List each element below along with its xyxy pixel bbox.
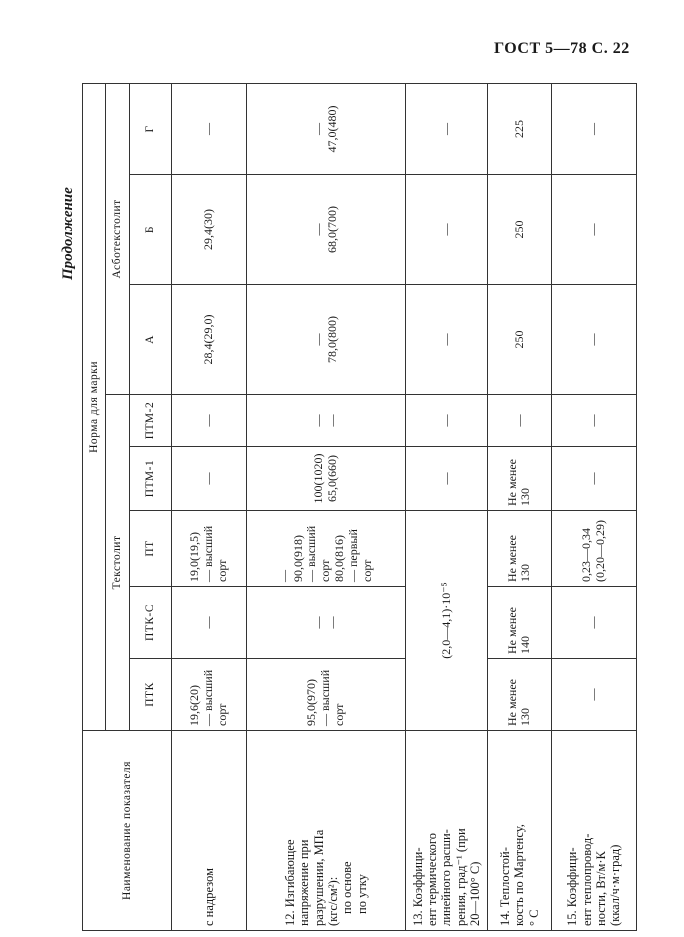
cell-expansion-ptm1: — <box>406 447 488 511</box>
table-row <box>172 83 246 930</box>
cell-notch-b: 29,4(30) <box>172 175 246 285</box>
table-row <box>406 83 488 930</box>
cell-heat-ptm1: Не менее 130 <box>488 447 552 511</box>
header-name-column: Наименование показателя <box>83 731 172 931</box>
col-pt: ПТ <box>129 511 172 587</box>
rotated-table-container <box>82 84 637 931</box>
header-textolit: Текстолит <box>106 395 129 731</box>
cell-heat-pt: Не менее 130 <box>488 511 552 587</box>
col-a: А <box>129 285 172 395</box>
cell-bend-ptm2: — — <box>246 395 406 447</box>
cell-expansion-b: — <box>406 175 488 285</box>
row-label-expansion: 13. Коэффици- ент термического линейного расши- рения, град⁻¹ (при 20—100° С) <box>406 731 488 931</box>
cell-cond-g: — <box>551 83 636 174</box>
cell-cond-ptm2: — <box>551 395 636 447</box>
col-ptm-2: ПТМ-2 <box>129 395 172 447</box>
cell-bend-b: — 68,0(700) <box>246 175 406 285</box>
cell-notch-pt: 19,0(19,5) — высший сорт <box>172 511 246 587</box>
continuation-label: Продолжение <box>60 187 76 280</box>
col-ptm-1: ПТМ-1 <box>129 447 172 511</box>
table-row <box>551 83 636 930</box>
cell-bend-a: — 78,0(800) <box>246 285 406 395</box>
header-norm-group: Норма для марки <box>83 83 106 730</box>
cell-heat-ptm2: — <box>488 395 552 447</box>
cell-bend-ptk: 95,0(970) — высший сорт <box>246 659 406 731</box>
cell-heat-a: 250 <box>488 285 552 395</box>
col-b: Б <box>129 175 172 285</box>
cell-notch-g: — <box>172 83 246 174</box>
cell-expansion-g: — <box>406 83 488 174</box>
cell-heat-g: 225 <box>488 83 552 174</box>
cell-bend-g: — 47,0(480) <box>246 83 406 174</box>
cell-notch-ptm1: — <box>172 447 246 511</box>
cell-bend-ptm1: 100(1020) 65,0(660) <box>246 447 406 511</box>
col-ptk: ПТК <box>129 659 172 731</box>
cell-bend-pt: — 90,0(918) — высший сорт 80,0(816) — первый сорт <box>246 511 406 587</box>
cell-notch-ptk: 19,6(20) — высший сорт <box>172 659 246 731</box>
header-asbotextolit: Асботекстолит <box>106 83 129 394</box>
cell-notch-a: 28,4(29,0) <box>172 285 246 395</box>
properties-table <box>82 83 637 931</box>
col-g: Г <box>129 83 172 174</box>
col-ptk-s: ПТК-С <box>129 587 172 659</box>
table-row <box>246 83 406 930</box>
cell-cond-a: — <box>551 285 636 395</box>
cell-bend-ptks: — — <box>246 587 406 659</box>
row-label-notch: с надрезом <box>172 731 246 931</box>
cell-heat-ptk: Не менее 130 <box>488 659 552 731</box>
cell-cond-pt: 0,23—0,34 (0,20—0,29) <box>551 511 636 587</box>
row-label-bend: 12. Изгибающее напряжение при разрушении, МПа (кгс/см²): по основе по утку <box>246 731 406 931</box>
cell-notch-ptm2: — <box>172 395 246 447</box>
page-header: ГОСТ 5—78 С. 22 <box>494 40 630 57</box>
cell-cond-b: — <box>551 175 636 285</box>
cell-expansion-ptm2: — <box>406 395 488 447</box>
row-label-conductivity: 15. Коэффици- ент теплопровод- ности, Вт/м·К (ккал/ч·м·град) <box>551 731 636 931</box>
table-row <box>488 83 552 930</box>
cell-heat-b: 250 <box>488 175 552 285</box>
cell-heat-ptks: Не менее 140 <box>488 587 552 659</box>
cell-expansion-a: — <box>406 285 488 395</box>
cell-expansion-ptk-pt: (2,0—4,1)·10⁻⁵ <box>406 511 488 731</box>
row-label-heat: 14. Теплостой- кость по Мартенсу, ° С <box>488 731 552 931</box>
cell-cond-ptk: — <box>551 659 636 731</box>
cell-cond-ptks: — <box>551 587 636 659</box>
cell-notch-ptks: — <box>172 587 246 659</box>
cell-cond-ptm1: — <box>551 447 636 511</box>
